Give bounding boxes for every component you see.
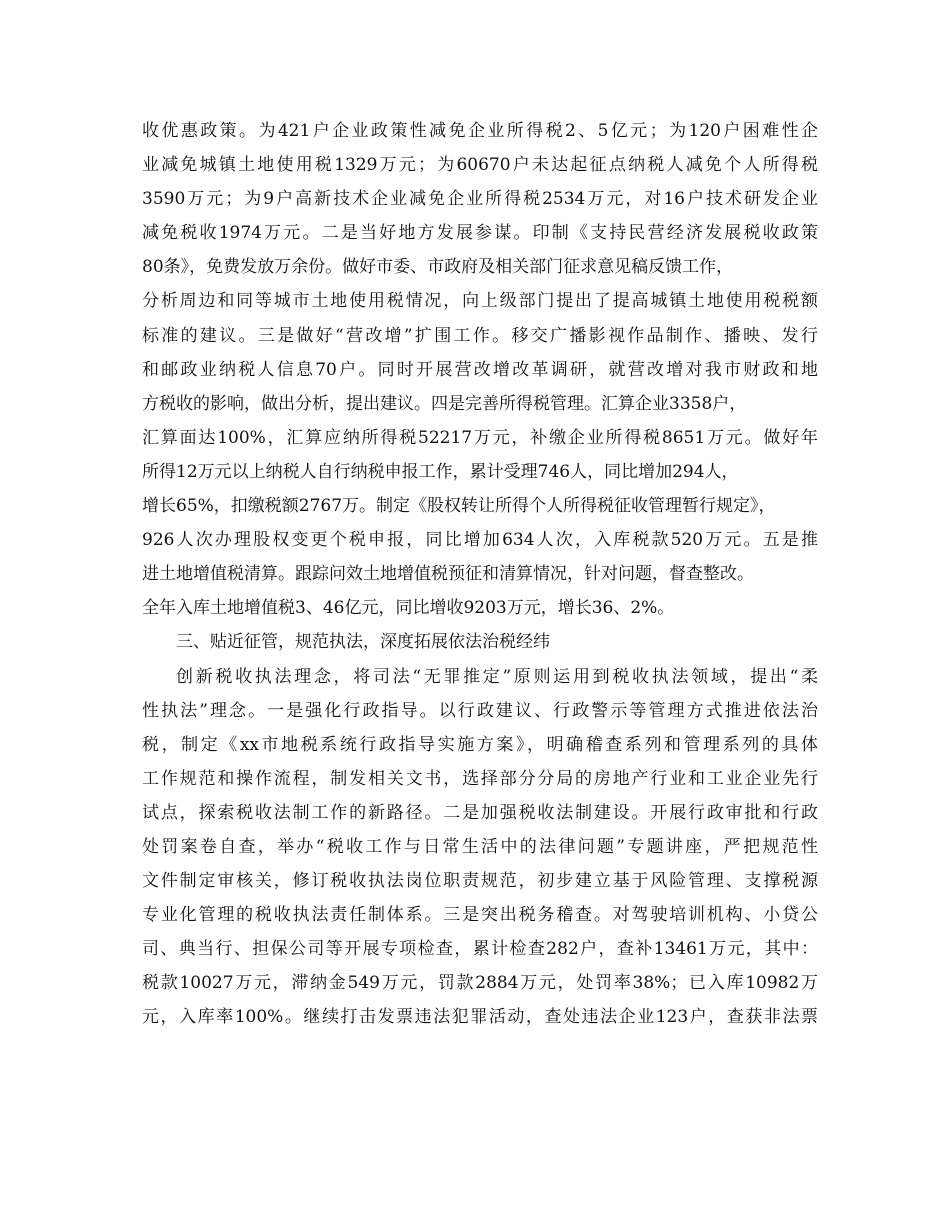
text-line: 增长65%，扣缴税额2767万。制定《股权转让所得个人所得税征收管理暂行规定》，: [142, 496, 776, 517]
text-line: 司、典当行、担保公司等开展专项检查，累计检查282户，查补13461万元，其中：: [142, 939, 818, 960]
text-line: 文件制定审核关，修订税收执法岗位职责规范，初步建立基于风险管理、支撑税源: [142, 871, 818, 892]
text-line: 80条》，免费发放万余份。做好市委、市政府及相关部门征求意见稿反馈工作，: [142, 257, 734, 278]
text-line: 所得12万元以上纳税人自行纳税申报工作，累计受理746人，同比增加294人，: [142, 461, 739, 482]
text-line: 汇算面达100%，汇算应纳所得税52217万元，补缴企业所得税8651万元。做好年: [142, 427, 818, 448]
text-line: 926人次办理股权变更个税申报，同比增加634人次，入库税款520万元。五是推: [142, 530, 818, 551]
text-line: 全年入库土地增值税3、46亿元，同比增收9203万元，增长36、2%。: [142, 598, 675, 619]
document-body: [142, 114, 818, 1035]
text-line: 标准的建议。三是做好“营改增”扩围工作。移交广播影视作品制作、播映、发行: [142, 325, 818, 346]
text-line: 收优惠政策。为421户企业政策性减免企业所得税2、5亿元；为120户困难性企: [142, 121, 818, 141]
text-line: 和邮政业纳税人信息70户。同时开展营改增改革调研，就营改增对我市财政和地: [142, 359, 818, 380]
text-line: 3590万元；为9户高新技术企业减免企业所得税2534万元，对16户技术研发企业: [142, 189, 818, 210]
text-line: 性执法”理念。一是强化行政指导。以行政建议、行政警示等管理方式推进依法治: [142, 700, 818, 721]
text-line: 专业化管理的税收执法责任制体系。三是突出税务稽查。对驾驶培训机构、小贷公: [142, 905, 818, 926]
text-line: 减免税收1974万元。二是当好地方发展参谋。印制《支持民营经济发展税收政策: [142, 223, 818, 244]
section-heading: 三、贴近征管，规范执法，深度拓展依法治税经纬: [176, 632, 550, 653]
text-line: 业减免城镇土地使用税1329万元；为60670户未达起征点纳税人减免个人所得税: [142, 155, 818, 176]
text-line: 试点，探索税收法制工作的新路径。二是加强税收法制建设。开展行政审批和行政: [142, 802, 818, 823]
text-line: 创新税收执法理念，将司法“无罪推定”原则运用到税收执法领域，提出“柔: [176, 666, 818, 687]
text-line: 方税收的影响，做出分析，提出建议。四是完善所得税管理。汇算企业3358户，: [142, 393, 747, 414]
text-line: 税，制定《xx市地税系统行政指导实施方案》，明确稽查系列和管理系列的具体: [142, 734, 818, 755]
text-line: 工作规范和操作流程，制发相关文书，选择部分分局的房地产行业和工业企业先行: [142, 768, 818, 789]
text-line: 元，入库率100%。继续打击发票违法犯罪活动，查处违法企业123户，查获非法票: [142, 1007, 818, 1028]
text-line: 税款10027万元，滞纳金549万元，罚款2884万元，处罚率38%；已入库10982万: [142, 973, 818, 994]
text-line: 分析周边和同等城市土地使用税情况，向上级部门提出了提高城镇土地使用税税额: [142, 291, 818, 312]
text-line: 进土地增值税清算。跟踪问效土地增值税预征和清算情况，针对问题，督查整改。: [142, 564, 754, 585]
text-line: 处罚案卷自查，举办“税收工作与日常生活中的法律问题”专题讲座，严把规范性: [142, 836, 818, 857]
